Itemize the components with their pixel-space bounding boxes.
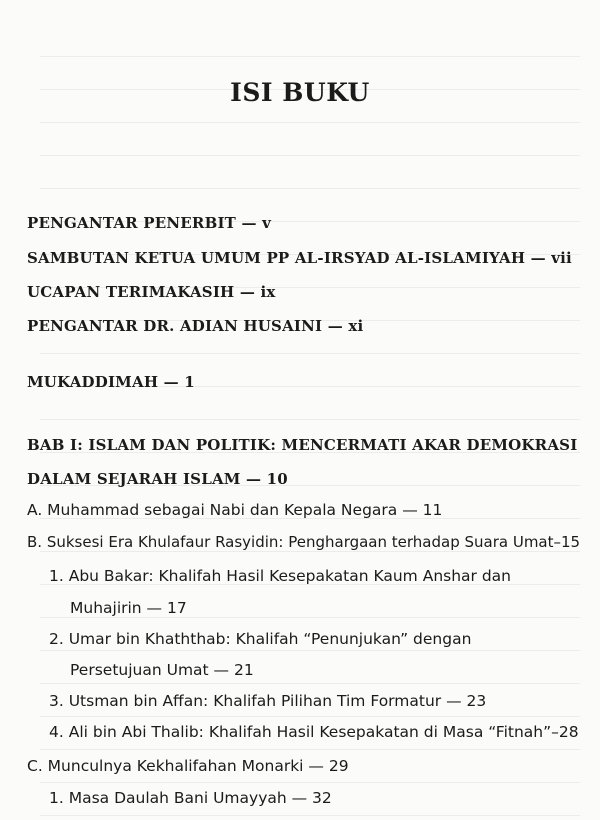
toc-entry-mukaddimah: MUKADDIMAH — 1 — [27, 373, 195, 391]
toc-entry-pengantar-adian: PENGANTAR DR. ADIAN HUSAINI — xi — [27, 317, 364, 335]
toc-item-c1: 1. Masa Daulah Bani Umayyah — 32 — [49, 789, 332, 807]
toc-entry-pengantar-penerbit: PENGANTAR PENERBIT — v — [27, 214, 271, 232]
page-title: ISI BUKU — [230, 78, 370, 107]
toc-section-b: B. Suksesi Era Khulafaur Rasyidin: Penghargaan terhadap Suara Umat–15 — [27, 533, 581, 551]
toc-item-b2-line2: Persetujuan Umat — 21 — [70, 661, 254, 679]
toc-chapter-bab-1-line2: DALAM SEJARAH ISLAM — 10 — [27, 470, 288, 488]
toc-section-c: C. Munculnya Kekhalifahan Monarki — 29 — [27, 757, 349, 775]
toc-chapter-bab-1-line1: BAB I: ISLAM DAN POLITIK: MENCERMATI AKAR DEMOKRASI — [27, 436, 578, 454]
toc-item-b4: 4. Ali bin Abi Thalib: Khalifah Hasil Kesepakatan di Masa “Fitnah”–28 — [49, 723, 579, 741]
toc-item-b2-line1: 2. Umar bin Khaththab: Khalifah “Penunjukan” dengan — [49, 630, 472, 648]
toc-entry-ucapan-terimakasih: UCAPAN TERIMAKASIH — ix — [27, 283, 276, 301]
toc-entry-sambutan: SAMBUTAN KETUA UMUM PP AL-IRSYAD AL-ISLAMIYAH — vii — [27, 249, 572, 267]
toc-section-a: A. Muhammad sebagai Nabi dan Kepala Negara — 11 — [27, 501, 443, 519]
toc-item-b3: 3. Utsman bin Affan: Khalifah Pilihan Tim Formatur — 23 — [49, 692, 487, 710]
toc-item-b1-line2: Muhajirin — 17 — [70, 599, 187, 617]
toc-item-b1-line1: 1. Abu Bakar: Khalifah Hasil Kesepakatan Kaum Anshar dan — [49, 567, 511, 585]
